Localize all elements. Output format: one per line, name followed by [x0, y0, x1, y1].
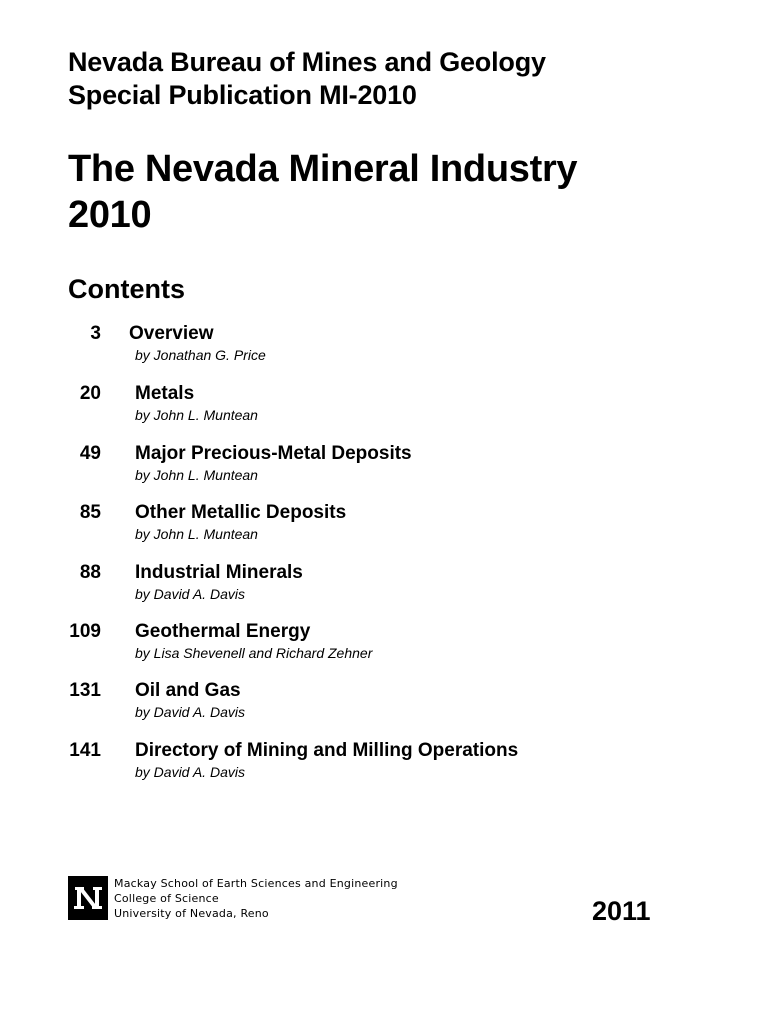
toc-author: by David A. Davis	[135, 704, 245, 720]
toc-author: by John L. Muntean	[135, 467, 258, 483]
toc-author: by Jonathan G. Price	[135, 347, 266, 363]
school-name: Mackay School of Earth Sciences and Engineering	[114, 877, 398, 890]
university-name: University of Nevada, Reno	[114, 907, 269, 920]
toc-page-number: 88	[79, 562, 101, 583]
toc-title: Directory of Mining and Milling Operations	[135, 740, 519, 761]
toc-author: by John L. Muntean	[135, 526, 258, 542]
publisher-heading	[68, 46, 546, 112]
title-line-1: The Nevada Mineral Industry	[68, 148, 578, 190]
toc-page-number: 131	[69, 680, 101, 701]
toc-title: Overview	[129, 323, 214, 344]
toc-title: Oil and Gas	[135, 680, 241, 701]
toc-entry	[0, 679, 768, 735]
n-monogram-icon	[68, 876, 108, 920]
toc-title: Other Metallic Deposits	[135, 502, 347, 523]
toc-entry	[0, 382, 768, 438]
toc-title: Metals	[135, 383, 195, 404]
toc-author: by David A. Davis	[135, 764, 245, 780]
toc-entry	[0, 501, 768, 557]
contents-heading: Contents	[68, 274, 185, 304]
college-name: College of Science	[114, 892, 219, 905]
title-line-2: 2010	[68, 194, 152, 236]
publisher-name: Nevada Bureau of Mines and Geology	[68, 47, 546, 77]
document-title	[68, 146, 577, 238]
toc-entry	[0, 620, 768, 676]
toc-author: by John L. Muntean	[135, 407, 258, 423]
toc-author: by Lisa Shevenell and Richard Zehner	[135, 645, 373, 661]
toc-title: Industrial Minerals	[135, 562, 303, 583]
toc-page-number: 3	[90, 323, 101, 344]
toc-page-number: 20	[79, 383, 101, 404]
toc-title: Major Precious-Metal Deposits	[135, 443, 412, 464]
toc-entry	[0, 561, 768, 617]
university-n-logo-icon	[68, 876, 108, 920]
toc-author: by David A. Davis	[135, 586, 245, 602]
toc-page-number: 141	[69, 740, 101, 761]
toc-entry	[0, 739, 768, 795]
toc-title: Geothermal Energy	[135, 621, 311, 642]
toc-page-number: 49	[79, 443, 101, 464]
toc-page-number: 85	[79, 502, 101, 523]
toc-entry	[0, 442, 768, 498]
publication-number: Special Publication MI-2010	[68, 80, 417, 110]
publication-year: 2011	[592, 896, 651, 926]
institution-block	[114, 876, 398, 921]
toc-entry	[0, 322, 768, 378]
toc-page-number: 109	[69, 621, 101, 642]
